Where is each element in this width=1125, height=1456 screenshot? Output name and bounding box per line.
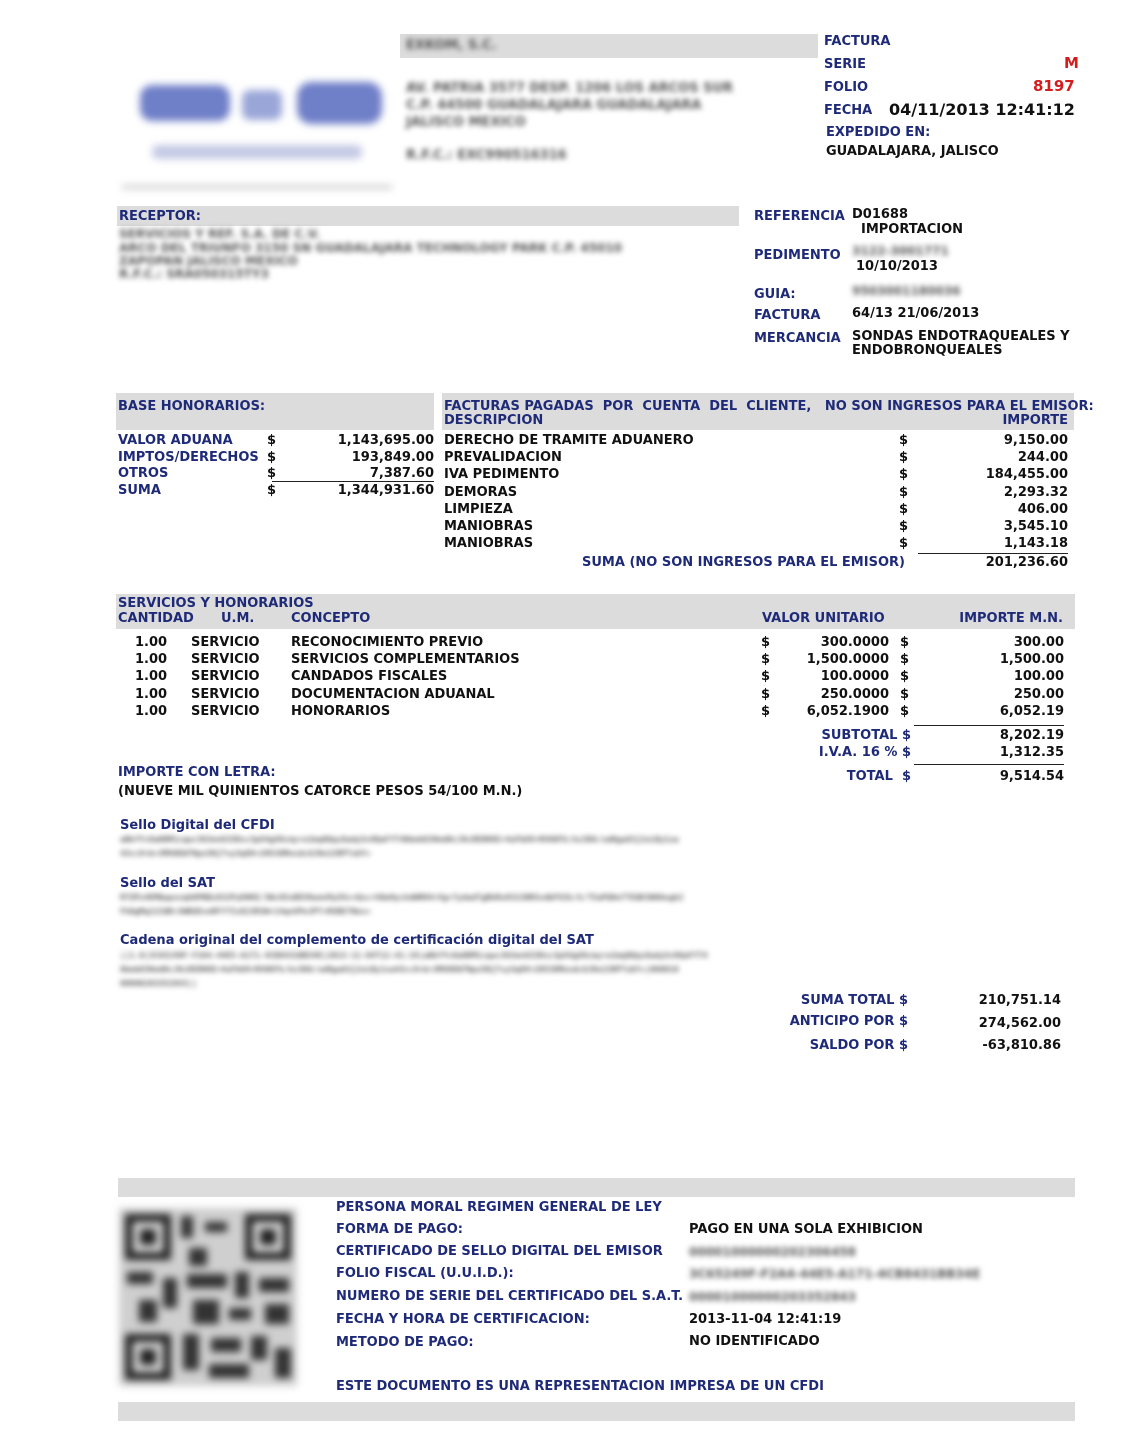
servicios-col-valor: VALOR UNITARIO — [762, 611, 885, 626]
base-row — [118, 449, 434, 466]
pagadas-row-currency: $ — [899, 536, 909, 552]
sello-sat-line-2: Fh0gMq222QR+3WBUEvnRFf7Ix823R3W+14qnVPeJPT+RXBE7Nes= — [120, 907, 371, 916]
forma-pago-value: PAGO EN UNA SOLA EXHIBICION — [689, 1222, 923, 1237]
regimen-text: PERSONA MORAL REGIMEN GENERAL DE LEY — [336, 1200, 662, 1215]
servicios-row-importe: 1,500.00 — [999, 652, 1064, 668]
anticipo-value: 274,562.00 — [978, 1016, 1061, 1031]
mercancia-label: MERCANCIA — [754, 331, 841, 346]
base-row-label: SUMA — [118, 482, 161, 498]
base-row — [118, 432, 434, 449]
servicios-row-unit: 100.0000 — [820, 669, 889, 685]
pagadas-row-value: 1,143.18 — [1003, 536, 1068, 552]
pagadas-row-value: 9,150.00 — [1003, 433, 1068, 448]
base-row — [118, 482, 434, 499]
receptor-bar — [117, 206, 739, 226]
servicios-row-um: SERVICIO — [191, 686, 260, 702]
servicios-row-qty: 1.00 — [135, 686, 168, 702]
servicios-col-importe: IMPORTE M.N. — [959, 611, 1063, 626]
certificado-emisor-value: 00001000000202306458 — [689, 1245, 856, 1259]
pagadas-row — [444, 501, 1068, 518]
base-row-value: 1,344,931.60 — [337, 482, 434, 498]
serie-label: SERIE — [824, 57, 866, 72]
servicios-col-concepto: CONCEPTO — [291, 611, 371, 626]
company-address-3: JALISCO MEXICO — [406, 115, 526, 130]
pagadas-row-desc: DEMORAS — [444, 484, 518, 500]
cfdi-disclaimer: ESTE DOCUMENTO ES UNA REPRESENTACION IMPRESA DE UN CFDI — [336, 1379, 824, 1394]
base-row-currency: $ — [267, 466, 277, 481]
base-row-currency: $ — [267, 449, 277, 465]
subtotal-divider — [914, 725, 1064, 726]
servicios-row-concepto: HONORARIOS — [291, 703, 391, 719]
metodo-pago-label: METODO DE PAGO: — [336, 1335, 474, 1350]
footer-top-bar — [118, 1178, 1075, 1197]
pagadas-row — [444, 432, 1068, 449]
fecha-label: FECHA — [824, 103, 873, 118]
servicios-row-importe: 100.00 — [1013, 669, 1064, 685]
company-rfc: R.F.C.: EXC990516316 — [406, 148, 567, 163]
servicios-row — [118, 651, 1064, 668]
sello-cfdi-line-1: aBkfYc0aHDM1cqwc363en633Dsc3pX4gX0cmy+n2mq0Qqs8adySv9QaFfT40beb83HedHcJ0cDEDKKE+4uFb69+RV6KFk/kz3DA/smRgaA3j2oLBy1xa — [120, 835, 679, 844]
pagadas-row — [444, 466, 1068, 483]
factura-title: FACTURA — [824, 34, 891, 49]
pagadas-row — [444, 518, 1068, 535]
receptor-line-3: ZAPOPAN JALISCO MEXICO — [119, 254, 298, 268]
servicios-row-currency: $ — [900, 703, 910, 719]
sello-sat-title: Sello del SAT — [120, 876, 215, 891]
servicios-row-importe: 300.00 — [1013, 635, 1064, 650]
serie-certificado-sat-label: NUMERO DE SERIE DEL CERTIFICADO DEL S.A.T. — [336, 1289, 684, 1304]
base-row-label: OTROS — [118, 466, 169, 481]
servicios-col-cantidad: CANTIDAD — [118, 611, 194, 626]
base-row-label: IMPTOS/DERECHOS — [118, 449, 259, 465]
servicios-row-currency: $ — [761, 652, 771, 668]
servicios-row-currency: $ — [900, 652, 910, 668]
subtotal-label: SUBTOTAL $ — [821, 728, 911, 743]
total-value: 9,514.54 — [999, 769, 1064, 784]
importe-letra-value: (NUEVE MIL QUINIENTOS CATORCE PESOS 54/100 M.N.) — [118, 784, 523, 799]
fecha-certificacion-label: FECHA Y HORA DE CERTIFICACION: — [336, 1312, 590, 1327]
referencia-label: REFERENCIA — [754, 209, 845, 224]
company-address-1: AV. PATRIA 3577 DESP. 1206 LOS ARCOS SUR — [406, 81, 734, 96]
servicios-row-currency: $ — [761, 635, 771, 650]
serie-certificado-sat-value: 00001000000203352843 — [689, 1290, 856, 1304]
total-label: TOTAL $ — [846, 769, 911, 784]
servicios-row-um: SERVICIO — [191, 669, 260, 685]
iva-label: I.V.A. 16 % $ — [818, 745, 911, 760]
referencia-sub: IMPORTACION — [861, 222, 964, 237]
company-name: EXKOM, S.C. — [406, 38, 497, 53]
folio-fiscal-value: 3C65249F-F2A4-44E5-A171-4CB8431BB34E — [689, 1267, 981, 1281]
pagadas-row — [444, 449, 1068, 466]
base-honorarios-table — [118, 432, 434, 498]
anticipo-label: ANTICIPO POR $ — [789, 1014, 908, 1029]
servicios-row-currency: $ — [761, 686, 771, 702]
expedido-label: EXPEDIDO EN: — [826, 125, 931, 140]
pagadas-row-desc: LIMPIEZA — [444, 501, 513, 517]
servicios-row-unit: 6,052.1900 — [806, 703, 889, 719]
base-row — [118, 465, 434, 482]
sello-cfdi-line-2: 43cc9+b+3MX0EW7Npx5NjTvy3q89+2H538MnvdcAJ0n22RPTxbY= — [120, 849, 371, 858]
servicios-row-currency: $ — [900, 635, 910, 650]
pagadas-row — [444, 484, 1068, 501]
mercancia-line-1: SONDAS ENDOTRAQUEALES Y — [852, 329, 1070, 344]
metodo-pago-value: NO IDENTIFICADO — [689, 1334, 820, 1349]
sello-cfdi-title: Sello Digital del CFDI — [120, 818, 275, 833]
pagadas-row-currency: $ — [899, 450, 909, 466]
cadena-original-line-1: ||1.0|3C65249F-F2A4-44E5-A171-4CB8431BB34E|2013-11-04T12:41:19|aBkfYc0aHDM1cqwc363en633Dsc3pX4gX0cmy+n2mq0Qqs8adySv9QaFfT4 — [120, 951, 708, 960]
pagadas-row-desc: DERECHO DE TRAMITE ADUANERO — [444, 433, 694, 448]
importe-letra-label: IMPORTE CON LETRA: — [118, 765, 276, 780]
saldo-value: -63,810.86 — [982, 1038, 1061, 1053]
pagadas-title: FACTURAS PAGADAS POR CUENTA DEL CLIENTE, NO SON INGRESOS PARA EL EMISOR: — [444, 399, 1094, 414]
pagadas-row-currency: $ — [899, 433, 909, 448]
fecha-value: 04/11/2013 12:41:12 — [889, 100, 1075, 119]
sello-sat-line-1: RTZPx4EMQwpxvqhDPBBz832PyD0KE/3Wc85xBEV8wenPp3Xs+Qxc+VQeHyckdWRH4rVg+7ydadTgBkRu9322BRSvdbF6Ik/h/75aPQ0e7TEQK3WHAogk2 — [120, 893, 684, 902]
pedimento-label: PEDIMENTO — [754, 248, 841, 263]
servicios-row-currency: $ — [900, 686, 910, 702]
base-honorarios-title: BASE HONORARIOS: — [118, 399, 266, 414]
folio-label: FOLIO — [824, 80, 869, 95]
base-row-value: 7,387.60 — [369, 466, 434, 481]
servicios-row-importe: 250.00 — [1013, 686, 1064, 702]
base-row-value: 1,143,695.00 — [337, 433, 434, 448]
base-row-label: VALOR ADUANA — [118, 433, 233, 448]
pagadas-row-value: 406.00 — [1017, 501, 1068, 517]
servicios-row-concepto: RECONOCIMIENTO PREVIO — [291, 635, 484, 650]
pagadas-col-descripcion: DESCRIPCION — [444, 413, 544, 428]
pagadas-row-currency: $ — [899, 501, 909, 517]
cadena-original-line-3: 00000203352843|| — [120, 979, 198, 988]
servicios-row — [118, 668, 1064, 685]
pedimento-date: 10/10/2013 — [856, 259, 938, 274]
expedido-value: GUADALAJARA, JALISCO — [826, 144, 999, 159]
servicios-row — [118, 634, 1064, 651]
serie-value: M — [1064, 54, 1079, 72]
factura-ref-label: FACTURA — [754, 308, 821, 323]
total-divider — [914, 764, 1064, 765]
cadena-original-line-2: 0beb83HedHcJ0cDEDKKE+4uFb69+RV6KFk/kz3DA/smRgaA3j2oLBy1xa43cc9+b+3MX0EW7Npx5NjTvy3q89+2H538MnvdcAJ0n22RPTxbY=|000010 — [120, 965, 679, 974]
servicios-row-qty: 1.00 — [135, 652, 168, 668]
saldo-label: SALDO POR $ — [809, 1038, 908, 1053]
pagadas-row-value: 3,545.10 — [1003, 518, 1068, 534]
pagadas-row-desc: MANIOBRAS — [444, 518, 534, 534]
pagadas-row-currency: $ — [899, 467, 909, 483]
servicios-row-concepto: DOCUMENTACION ADUANAL — [291, 686, 495, 702]
footer-bottom-bar — [118, 1402, 1075, 1421]
servicios-title: SERVICIOS Y HONORARIOS — [118, 596, 314, 611]
qr-code-icon — [119, 1208, 297, 1386]
servicios-row-currency: $ — [761, 703, 771, 719]
cadena-original-title: Cadena original del complemento de certificación digital del SAT — [120, 933, 594, 948]
certificado-emisor-label: CERTIFICADO DE SELLO DIGITAL DEL EMISOR — [336, 1244, 663, 1259]
pagadas-row-desc: IVA PEDIMENTO — [444, 467, 560, 483]
servicios-row — [118, 703, 1064, 720]
servicios-table — [118, 634, 1064, 720]
pagadas-row-value: 2,293.32 — [1003, 484, 1068, 500]
mercancia-line-2: ENDOBRONQUEALES — [852, 343, 1003, 358]
servicios-row-currency: $ — [900, 669, 910, 685]
base-row-currency: $ — [267, 482, 277, 498]
base-row-currency: $ — [267, 433, 277, 448]
pagadas-row-value: 244.00 — [1017, 450, 1068, 466]
pagadas-row-value: 184,455.00 — [985, 467, 1068, 483]
folio-value: 8197 — [1033, 77, 1075, 95]
guia-label: GUIA: — [754, 287, 796, 302]
servicios-row-qty: 1.00 — [135, 703, 168, 719]
pagadas-row-currency: $ — [899, 518, 909, 534]
servicios-row-importe: 6,052.19 — [999, 703, 1064, 719]
factura-ref-value: 64/13 21/06/2013 — [852, 306, 980, 321]
servicios-row-unit: 250.0000 — [820, 686, 889, 702]
pedimento-value: 3122-3001771 — [852, 244, 949, 258]
pagadas-suma-label: SUMA (NO SON INGRESOS PARA EL EMISOR) — [582, 555, 905, 570]
forma-pago-label: FORMA DE PAGO: — [336, 1222, 463, 1237]
servicios-row-um: SERVICIO — [191, 635, 260, 650]
servicios-row-concepto: SERVICIOS COMPLEMENTARIOS — [291, 652, 520, 668]
servicios-row-concepto: CANDADOS FISCALES — [291, 669, 448, 685]
company-address-2: C.P. 44500 GUADALAJARA GUADALAJARA — [406, 98, 702, 113]
pagadas-row — [444, 535, 1068, 552]
servicios-row — [118, 686, 1064, 703]
referencia-value: D01688 — [852, 207, 909, 222]
pagadas-row-desc: PREVALIDACION — [444, 450, 562, 466]
servicios-row-qty: 1.00 — [135, 669, 168, 685]
servicios-row-um: SERVICIO — [191, 652, 260, 668]
receptor-line-2: ARCO DEL TRIUNFO 3150 SN GUADALAJARA TECHNOLOGY PARK C.P. 45010 — [119, 241, 623, 255]
iva-value: 1,312.35 — [999, 745, 1064, 760]
servicios-row-qty: 1.00 — [135, 635, 168, 650]
servicios-row-unit: 300.0000 — [820, 635, 889, 650]
pagadas-row-desc: MANIOBRAS — [444, 536, 534, 552]
pagadas-table — [444, 432, 1068, 552]
servicios-row-unit: 1,500.0000 — [806, 652, 889, 668]
base-row-value: 193,849.00 — [351, 449, 434, 465]
pagadas-row-currency: $ — [899, 484, 909, 500]
guia-value: 9503001180036 — [852, 284, 961, 298]
pagadas-col-importe: IMPORTE — [1002, 413, 1068, 428]
folio-fiscal-label: FOLIO FISCAL (U.U.I.D.): — [336, 1266, 514, 1281]
base-suma-divider — [272, 481, 434, 482]
servicios-row-um: SERVICIO — [191, 703, 260, 719]
suma-total-label: SUMA TOTAL $ — [800, 993, 908, 1008]
servicios-row-currency: $ — [761, 669, 771, 685]
receptor-label: RECEPTOR: — [119, 209, 201, 224]
fecha-certificacion-value: 2013-11-04 12:41:19 — [689, 1312, 842, 1327]
suma-total-value: 210,751.14 — [978, 993, 1061, 1008]
receptor-line-4: R.F.C.: SRA050315TY3 — [119, 267, 269, 281]
receptor-line-1: SERVICIOS Y REF. S.A. DE C.V. — [119, 227, 321, 241]
company-logo — [122, 60, 392, 180]
subtotal-value: 8,202.19 — [999, 728, 1064, 743]
pagadas-suma-value: 201,236.60 — [985, 555, 1068, 570]
servicios-col-um: U.M. — [221, 611, 255, 626]
